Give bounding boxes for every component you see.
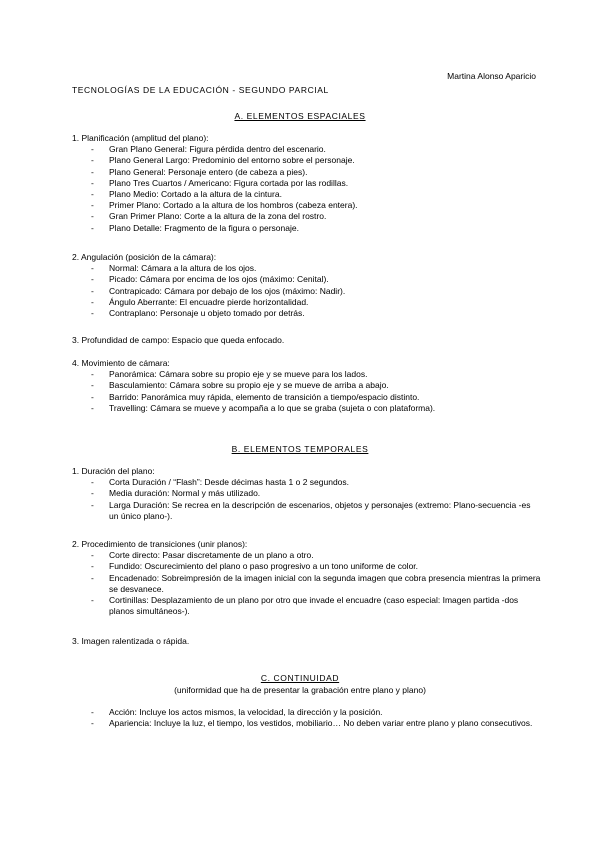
list-item: - Barrido: Panorámica muy rápida, elemento de transición a tiempo/espacio distinto. (72, 392, 542, 403)
list-item: - Plano General Largo: Predominio del entorno sobre el personaje. (72, 155, 542, 166)
list-item: - Travelling: Cámara se mueve y acompaña a lo que se graba (sujeta o con plataforma). (72, 403, 542, 414)
list-item: - Plano Detalle: Fragmento de la figura o personaje. (72, 223, 542, 234)
group-heading: 2. Procedimiento de transiciones (unir planos): (72, 539, 248, 549)
section-a-group-3 (72, 335, 542, 346)
list-item: - Cortinillas: Desplazamiento de un plano por otro que invade el encuadre (caso especial: Imagen partida -dos planos simultáneos-). (72, 595, 542, 617)
list-item: - Corta Duración / “Flash”: Desde décimas hasta 1 o 2 segundos. (72, 477, 542, 488)
list-item: - Panorámica: Cámara sobre su propio eje y se mueve para los lados. (72, 369, 542, 380)
list-item: - Picado: Cámara por encima de los ojos (máximo: Cenital). (72, 274, 542, 285)
section-a-heading: A. ELEMENTOS ESPACIALES (234, 111, 366, 121)
bullet-list (72, 550, 542, 617)
list-item: - Gran Primer Plano: Corte a la altura de la zona del rostro. (72, 211, 542, 222)
document-title: TECNOLOGÍAS DE LA EDUCACIÓN - SEGUNDO PARCIAL (72, 85, 329, 95)
group-heading: 1. Planificación (amplitud del plano): (72, 133, 209, 143)
list-item: - Gran Plano General: Figura pérdida dentro del escenario. (72, 144, 542, 155)
list-item: - Plano Tres Cuartos / Americano: Figura cortada por las rodillas. (72, 178, 542, 189)
list-item: - Normal: Cámara a la altura de los ojos. (72, 263, 542, 274)
list-item: - Basculamiento: Cámara sobre su propio eje y se mueve de arriba a abajo. (72, 380, 542, 391)
list-item: - Fundido: Oscurecimiento del plano o paso progresivo a un tono uniforme de color. (72, 561, 542, 572)
group-heading: 3. Imagen ralentizada o rápida. (72, 636, 190, 646)
list-item: - Contrapicado: Cámara por debajo de los ojos (máximo: Nadir). (72, 286, 542, 297)
list-item: - Corte directo: Pasar discretamente de un plano a otro. (72, 550, 542, 561)
list-item: - Primer Plano: Cortado a la altura de los hombros (cabeza entera). (72, 200, 542, 211)
list-item: - Plano General: Personaje entero (de cabeza a pies). (72, 167, 542, 178)
section-a-group-4 (72, 358, 542, 414)
list-item: - Apariencia: Incluye la luz, el tiempo, los vestidos, mobiliario… No deben variar entre plano y plano consecutivos. (72, 718, 542, 729)
list-item: - Encadenado: Sobreimpresión de la imagen inicial con la segunda imagen que cobra presencia mientras la primera se desvanece. (72, 573, 542, 595)
section-c-subheading: (uniformidad que ha de presentar la grabación entre plano y plano) (174, 685, 426, 695)
section-b-group-3 (72, 636, 542, 647)
section-c-list (72, 707, 542, 729)
list-item: - Acción: Incluye los actos mismos, la velocidad, la dirección y la posición. (72, 707, 542, 718)
group-heading: 3. Profundidad de campo: Espacio que queda enfocado. (72, 335, 285, 345)
list-item: - Plano Medio: Cortado a la altura de la cintura. (72, 189, 542, 200)
bullet-list (72, 144, 542, 234)
bullet-list (72, 707, 542, 729)
section-a-group-2 (72, 252, 542, 319)
group-heading: 2. Angulación (posición de la cámara): (72, 252, 217, 262)
list-item: - Ángulo Aberrante: El encuadre pierde horizontalidad. (72, 297, 542, 308)
section-b-group-2 (72, 539, 542, 617)
section-a-group-1 (72, 133, 542, 234)
list-item: - Contraplano: Personaje u objeto tomado por detrás. (72, 308, 542, 319)
section-c-heading: C. CONTINUIDAD (260, 673, 340, 683)
author-name: Martina Alonso Aparicio (447, 71, 536, 81)
section-b-group-1 (72, 466, 542, 522)
list-item: - Media duración: Normal y más utilizado. (72, 488, 542, 499)
group-heading: 1. Duración del plano: (72, 466, 155, 476)
list-item: - Larga Duración: Se recrea en la descripción de escenarios, objetos y personajes (extremo: Plano-secuencia -es un único plano-). (72, 500, 542, 522)
group-heading: 4. Movimiento de cámara: (72, 358, 170, 368)
section-b-heading: B. ELEMENTOS TEMPORALES (231, 444, 369, 454)
bullet-list (72, 477, 542, 522)
bullet-list (72, 369, 542, 414)
bullet-list (72, 263, 542, 319)
